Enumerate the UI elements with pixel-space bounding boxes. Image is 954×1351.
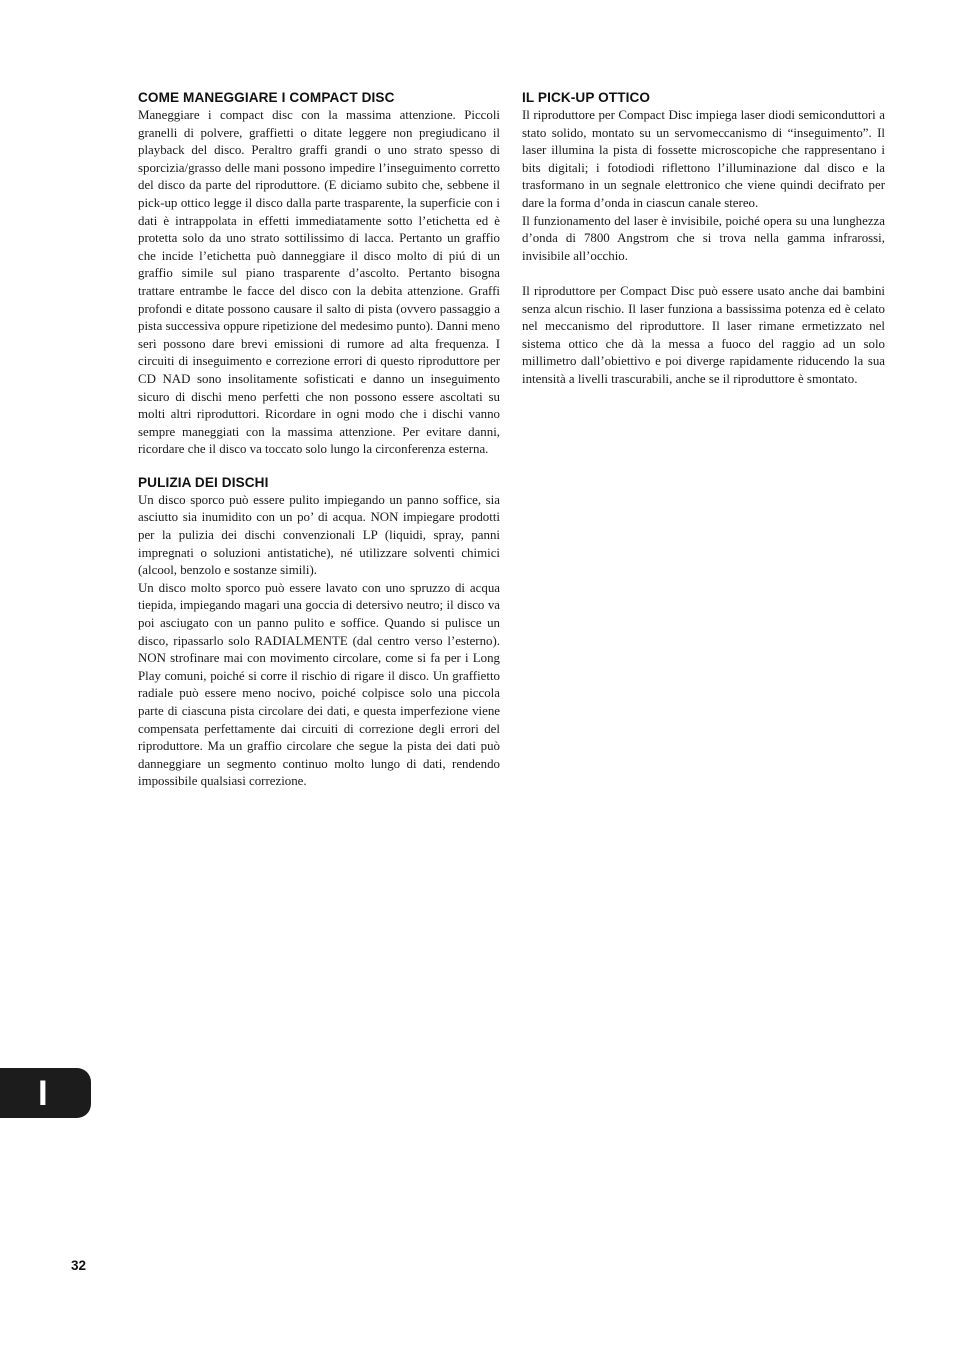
section-optical-pickup (522, 90, 885, 389)
body-paragraph: Maneggiare i compact disc con la massima attenzione. Piccoli granelli di polvere, graffietti o ditate leggere non pregiudicano il playback del disco. Peraltro graffi grandi o uno strato spesso di sporcizia/grasso delle mani possono impedire l’inseguimento corretto del disco da parte del riproduttore. (E diciamo subito che, sebbene il pick-up ottico legge il disco dalla parte trasparente, la superficie con i dati è intrappolata in effetti immediatamente sotto l’etichetta ed è protetta solo da uno strato sottilissimo di lacca. Pertanto un graffio che incide l’etichetta può danneggiare il disco molto di piú di un graffio simile sul piano trasparente d’ascolto. Pertanto bisogna trattare entrambe le facce del disco con la debita attenzione. Graffi profondi e ditate possono causare il salto di pista (ovvero passaggio a pista successiva oppure ripetizione del medesimo punto). Danni meno seri possono dare brevi emissioni di rumore ad alta frequenza. I circuiti di inseguimento e correzione errori di questo riproduttore per CD NAD sono insolitamente sofisticati e danno un inseguimento sicuro di dischi meno perfetti che non possono essere ascoltati su molti altri riproduttori. Ricordare in ogni modo che i dischi vanno sempre maneggiati con la massima attenzione. Per evitare danni, ricordare che il disco va toccato solo lungo la circonferenza esterna. (138, 108, 500, 457)
body-paragraph: Un disco sporco può essere pulito impiegando un panno soffice, sia asciutto sia inumidito con un po’ di acqua. NON impiegare prodotti per la pulizia dei dischi convenzionali LP (liquidi, spray, panni impregnati o soluzioni antistatiche), né utilizzare solventi chimici (alcool, benzolo e sostanze simili). (138, 492, 500, 578)
right-column (522, 90, 885, 405)
section-heading: COME MANEGGIARE I COMPACT DISC (138, 90, 395, 105)
page-number: 32 (71, 1258, 87, 1273)
language-tab-letter: I (38, 1074, 48, 1113)
body-paragraph: Il riproduttore per Compact Disc impiega laser diodi semiconduttori a stato solido, montato su un servomeccanismo di “inseguimento”. Il laser illumina la pista di fossette microscopiche che rappresentano i bits digitali; i fotodiodi riflettono l’illuminazione dal disco e la trasformano in un segnale elettronico che viene quindi decifrato per dare la forma d’onda in ciascun canale stereo. (522, 108, 885, 210)
section-heading: IL PICK-UP OTTICO (522, 90, 651, 105)
body-paragraph: Il riproduttore per Compact Disc può essere usato anche dai bambini senza alcun rischio. Il laser funziona a bassissima potenza ed è celato nel meccanismo del riproduttore. Il laser rimane ermetizzato nel sistema ottico che dà la messa a fuoco del raggio ad un solo millimetro dall’obiettivo e poi diverge rapidamente riducendo la sua intensità a livelli trascurabili, anche se il riproduttore è smontato. (522, 283, 885, 386)
language-tab (0, 1068, 91, 1118)
body-paragraph: Un disco molto sporco può essere lavato con uno spruzzo di acqua tiepida, impiegando magari una goccia di detersivo neutro; il disco va poi asciugato con un panno pulito e soffice. Quando si pulisce un disco, ripassarlo solo RADIALMENTE (dal centro verso l’esterno). NON strofinare mai con movimento circolare, come si fa per i Long Play comuni, poiché si corre il rischio di rigare il disco. Un graffietto radiale può essere meno nocivo, poiché colpisce solo una piccola parte di ciascuna pista circolare dei dati, e questa imperfezione viene compensata perfettamente dai circuiti di correzione degli errori del riproduttore. Ma un graffio circolare che segue la pista dei dati può danneggiare un segmento continuo molto lungo di dati, rendendo impossibile qualsiasi correzione. (138, 580, 500, 789)
section-cleaning-discs (138, 475, 500, 791)
body-paragraph: Il funzionamento del laser è invisibile, poiché opera su una lunghezza d’onda di 7800 Angstrom che si trova nella gamma infrarossi, invisibile all’occhio. (522, 213, 885, 263)
section-handling-discs (138, 90, 500, 459)
left-column (138, 90, 500, 807)
section-heading: PULIZIA DEI DISCHI (138, 474, 269, 490)
